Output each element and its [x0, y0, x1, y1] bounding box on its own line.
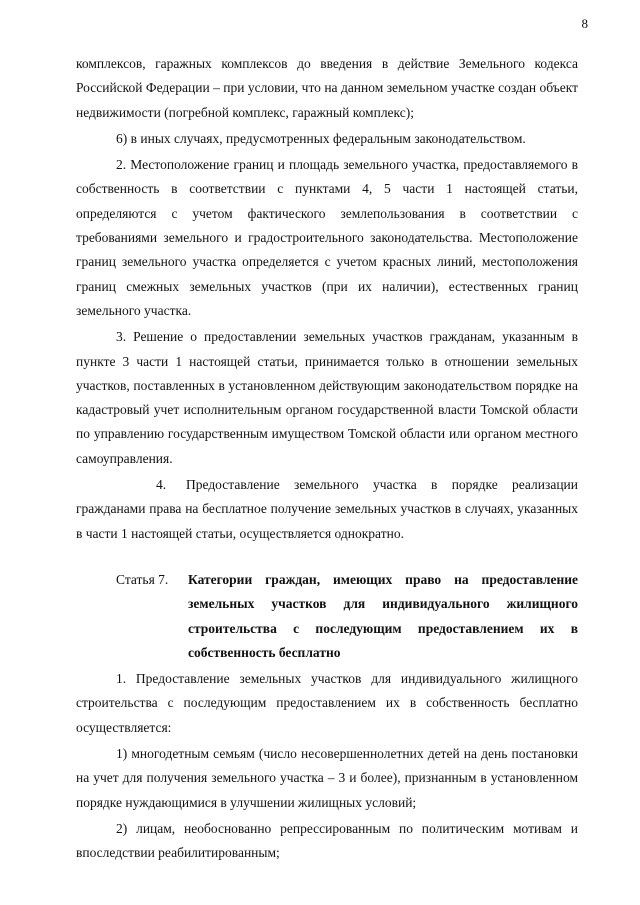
article-7-heading	[76, 568, 578, 665]
document-body	[76, 52, 578, 866]
paragraph-2: 2. Местоположение границ и площадь земельного участка, предоставляемого в собственность в соответствии с пунктами 4, 5 части 1 настоящей статьи, определяются с учетом фактического землепользования в соответствии с требованиями земельного и градостроительного законодательства. Местоположение границ земельного участка определяется с учетом красных линий, местоположения границ смежных земельных участков (при их наличии), естественных границ земельного участка.	[76, 157, 578, 318]
paragraph-continuation: комплексов, гаражных комплексов до введения в действие Земельного кодекса Российской Федерации – при условии, что на данном земельном участке создан объект недвижимости (погребной комплекс, гаражный комплекс);	[76, 56, 578, 120]
article-7-item-1: 1) многодетным семьям (число несовершеннолетних детей на день постановки на учет для получения земельного участка – 3 и более), признанным в установленном порядке нуждающимися в улучшении жилищных условий;	[76, 746, 578, 810]
paragraph-4	[76, 473, 578, 546]
paragraph-4-text: Предоставление земельного участка в порядке реализации гражданами права на бесплатное получение земельных участков в случаях, указанных в части 1 настоящей статьи, осуществляется однократно.	[76, 477, 578, 541]
page-number: 8	[581, 16, 588, 31]
article-label: Статья 7.	[116, 571, 169, 587]
article-7-item-2: 2) лицам, необоснованно репрессированным по политическим мотивам и впоследствии реабилитированным;	[76, 820, 578, 861]
article-title: Категории граждан, имеющих право на предоставление земельных участков для индивидуального жилищного строительства с последующим предоставлением их в собственность бесплатно	[188, 571, 578, 660]
list-item-6: 6) в иных случаях, предусмотренных федеральным законодательством.	[116, 130, 526, 146]
article-7-paragraph-1: 1. Предоставление земельных участков для индивидуального жилищного строительства с последующим предоставлением их в собственность бесплатно осуществляется:	[76, 671, 578, 735]
paragraph-3: 3. Решение о предоставлении земельных участков гражданам, указанным в пункте 3 части 1 настоящей статьи, принимается только в отношении земельных участков, поставленных в установленном действующим законодательством порядке на кадастровый учет исполнительным органом государственной власти Томской области по управлению государственным имуществом Томской области или органом местного самоуправления.	[76, 329, 578, 466]
paragraph-4-number: 4.	[156, 477, 167, 493]
